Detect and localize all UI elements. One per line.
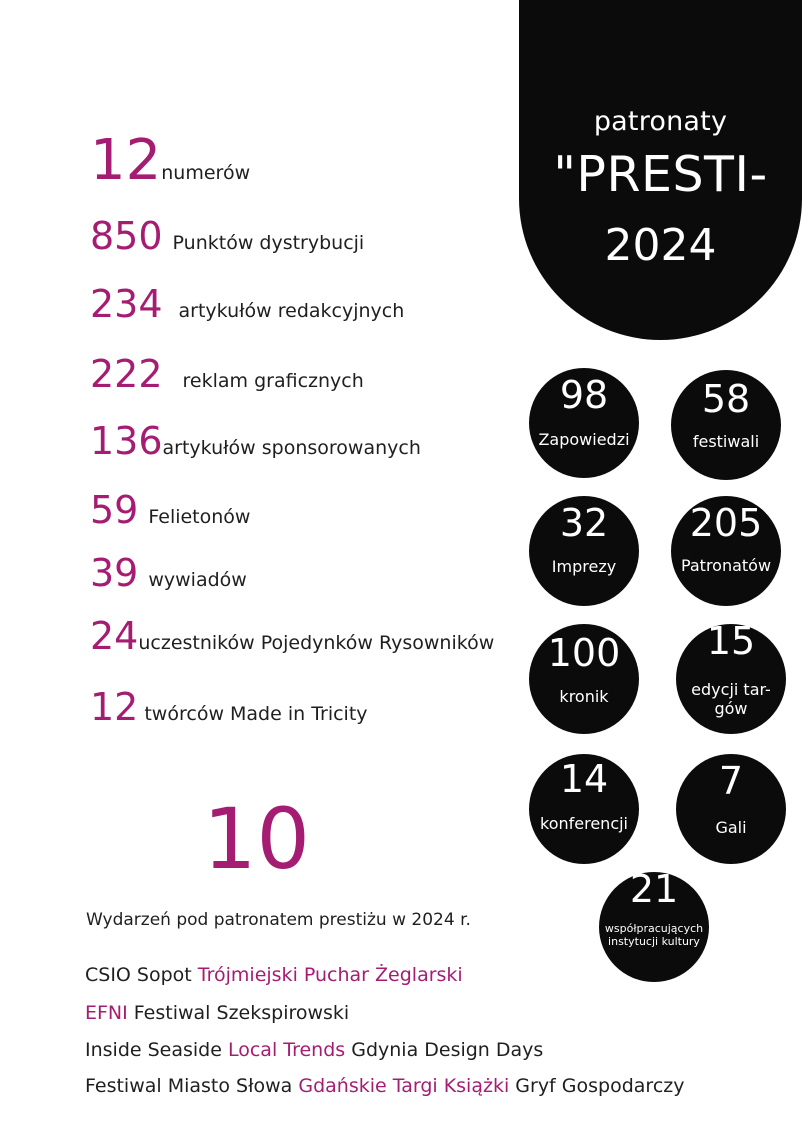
- stat-label: reklam graficznych: [182, 370, 364, 392]
- circle-imprezy: [529, 496, 639, 606]
- circle-number: 21: [629, 867, 679, 911]
- circle-number: 100: [547, 631, 621, 675]
- stat-label: wywiadów: [148, 569, 247, 591]
- header-line-patronaty: patronaty: [593, 106, 728, 137]
- events-line-4: [85, 1075, 684, 1097]
- stat-label: uczestników Pojedynków Rysowników: [138, 632, 495, 654]
- stat-artykulow-sponsorowanych: [90, 419, 421, 463]
- event-gryf-gospodarczy: Gryf Gospodarczy: [515, 1075, 685, 1097]
- stat-number: 234: [90, 282, 163, 326]
- circle-number: 32: [559, 501, 609, 545]
- circle-label: kronik: [559, 687, 609, 706]
- stat-punktow-dystrybucji: [90, 214, 364, 258]
- circle-label: Imprezy: [551, 557, 617, 576]
- events-line-3: [85, 1039, 543, 1061]
- circle-label: Patronatów: [680, 556, 772, 575]
- stat-number: 59: [90, 488, 139, 532]
- circle-gali: [676, 754, 786, 864]
- events-line-2: [85, 1002, 349, 1024]
- circle-number: 14: [559, 757, 609, 801]
- stat-number: 12: [90, 128, 162, 193]
- circle-label: edycji tar- gów: [691, 680, 771, 719]
- circle-label: Gali: [715, 818, 747, 837]
- header-line-year: 2024: [604, 220, 717, 271]
- stat-felietonow: [90, 488, 250, 532]
- circle-label: współpracujących instytucji kultury: [604, 922, 704, 949]
- event-miasto-slowa: Festiwal Miasto Słowa: [85, 1075, 293, 1097]
- events-line-1: [85, 964, 463, 986]
- stat-number: 39: [90, 551, 139, 595]
- stat-label: artykułów redakcyjnych: [178, 300, 405, 322]
- stat-number: 24: [90, 614, 139, 658]
- events-count: 10: [203, 790, 310, 888]
- circle-zapowiedzi: [529, 368, 639, 478]
- circle-patronatow: [671, 496, 781, 606]
- events-caption: Wydarzeń pod patronatem prestiżu w 2024 r.: [86, 910, 471, 930]
- circle-number: 205: [689, 501, 763, 545]
- stat-reklam-graficznych: [90, 352, 364, 396]
- circle-number: 58: [701, 377, 751, 421]
- header-banner: [519, 0, 802, 340]
- circle-label: festiwali: [692, 432, 760, 451]
- stat-tworcow: [90, 685, 368, 729]
- stat-label: Felietonów: [148, 506, 251, 528]
- stat-label: artykułów sponsorowanych: [162, 437, 421, 459]
- event-csio-sopot: CSIO Sopot: [85, 964, 192, 986]
- stat-numerow: [90, 128, 250, 193]
- event-targi-ksiazki: Gdańskie Targi Książki: [298, 1075, 510, 1097]
- event-inside-seaside: Inside Seaside: [85, 1039, 222, 1061]
- event-gdynia-design-days: Gdynia Design Days: [351, 1039, 544, 1061]
- stat-uczestnikow: [90, 614, 494, 658]
- circle-edycji-targow: [676, 619, 786, 734]
- circle-label: Zapowiedzi: [538, 430, 630, 449]
- event-puchar-zeglarski: Trójmiejski Puchar Żeglarski: [197, 964, 463, 986]
- circle-kronik: [529, 624, 639, 734]
- header-line-presti: "PRESTI-: [553, 146, 768, 203]
- circle-label: konferencji: [540, 814, 628, 833]
- event-festiwal-szekspirowski: Festiwal Szekspirowski: [133, 1002, 350, 1024]
- circle-number: 15: [706, 619, 756, 663]
- stat-wywiadow: [90, 551, 247, 595]
- stat-artykulow-redakcyjnych: [90, 282, 404, 326]
- circle-number: 7: [718, 759, 744, 803]
- stat-label: Punktów dystrybucji: [172, 232, 365, 254]
- circle-festiwali: [671, 370, 781, 480]
- event-local-trends: Local Trends: [227, 1039, 346, 1061]
- stat-number: 136: [90, 419, 163, 463]
- stat-number: 850: [90, 214, 163, 258]
- stat-number: 222: [90, 352, 163, 396]
- stat-number: 12: [90, 685, 139, 729]
- stat-label: twórców Made in Tricity: [144, 703, 368, 725]
- event-efni: EFNI: [85, 1002, 128, 1024]
- stat-label: numerów: [161, 162, 251, 184]
- circle-konferencji: [529, 754, 639, 864]
- circle-number: 98: [559, 373, 609, 417]
- circle-instytucji-kultury: [599, 867, 709, 982]
